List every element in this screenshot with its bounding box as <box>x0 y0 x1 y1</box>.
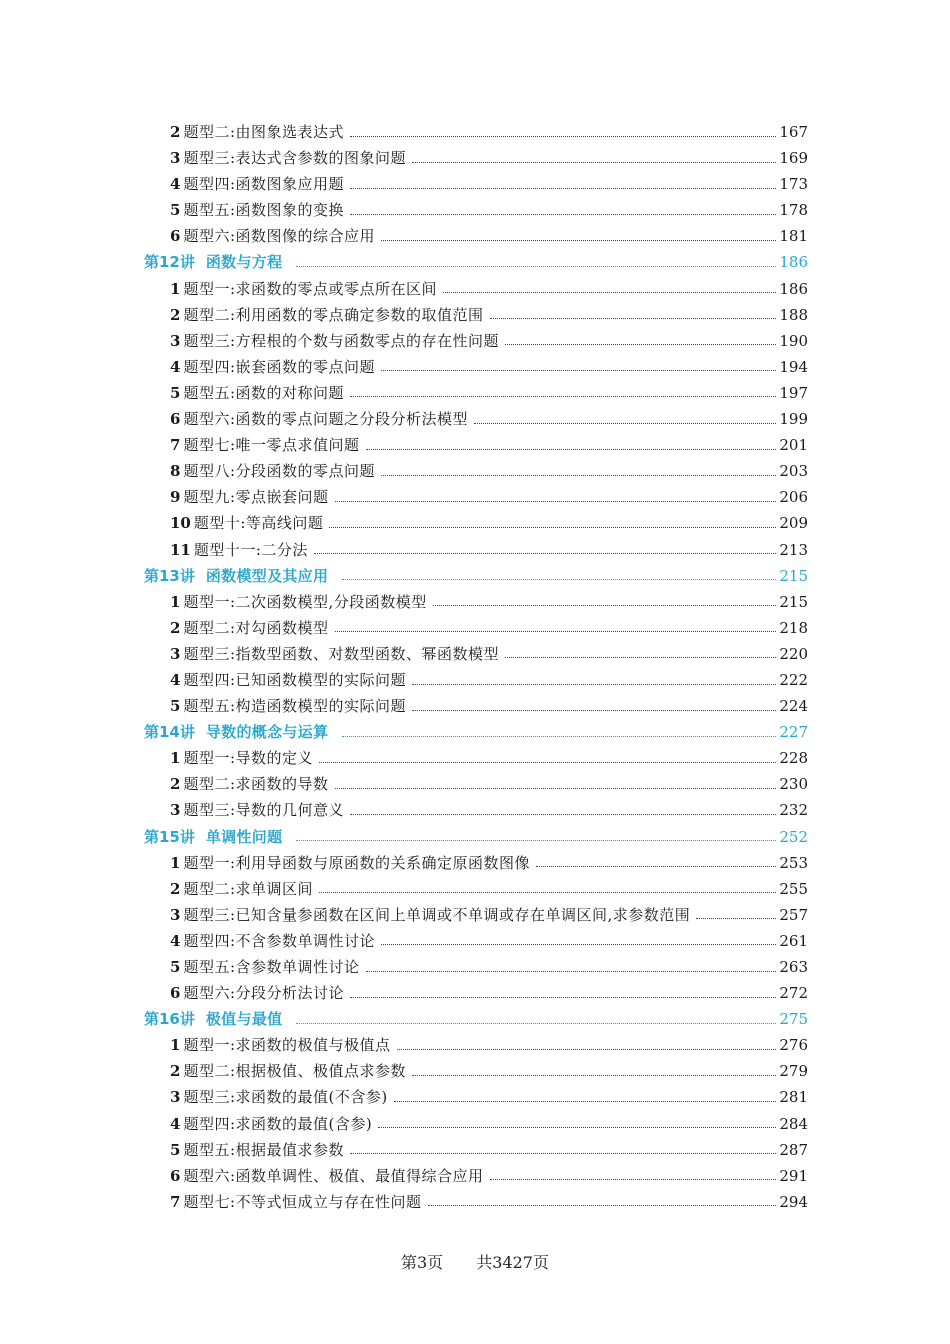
toc-entry-number: 1 <box>170 853 181 872</box>
toc-entry-page: 232 <box>779 801 808 820</box>
dot-leader <box>412 162 776 163</box>
toc-entry[interactable] <box>170 406 808 432</box>
toc-entry-title: 题型一:利用导函数与原函数的关系确定原函数图像 <box>183 853 530 872</box>
toc-entry-number: 2 <box>170 618 181 637</box>
dot-leader <box>412 684 776 685</box>
dot-leader <box>350 997 776 998</box>
toc-entry-title: 题型六:函数的零点问题之分段分析法模型 <box>183 410 468 429</box>
toc-entry[interactable] <box>170 1111 808 1137</box>
toc-entry-page: 201 <box>779 436 808 455</box>
dot-leader <box>314 553 776 554</box>
toc-entry-title: 题型九:零点嵌套问题 <box>183 488 329 507</box>
toc-entry[interactable] <box>170 276 808 302</box>
toc-entry-page: 252 <box>779 827 808 846</box>
toc-entry-title: 题型五:含参数单调性讨论 <box>183 958 360 976</box>
dot-leader <box>443 292 776 293</box>
toc-entry-number: 2 <box>170 305 181 324</box>
dot-leader <box>474 423 776 424</box>
toc-entry[interactable] <box>170 302 808 328</box>
toc-entry-title: 题型二:根据极值、极值点求参数 <box>183 1062 406 1081</box>
toc-chapter[interactable] <box>144 1006 808 1032</box>
toc-entry-page: 291 <box>779 1166 808 1185</box>
toc-entry-page: 279 <box>779 1062 808 1081</box>
toc-entry[interactable] <box>170 328 808 354</box>
toc-entry-page: 186 <box>779 253 808 272</box>
toc-entry-title: 题型一:导数的定义 <box>183 749 313 768</box>
dot-leader <box>319 762 776 763</box>
toc-entry-number: 3 <box>170 801 181 820</box>
toc-entry-title: 题型一:求函数的零点或零点所在区间 <box>183 279 437 298</box>
dot-leader <box>490 318 777 319</box>
toc-entry-page: 230 <box>779 775 808 794</box>
dot-leader <box>381 475 776 476</box>
toc-entry-page: 186 <box>779 279 808 298</box>
toc-entry-page: 227 <box>779 723 808 742</box>
toc-entry-number: 1 <box>170 279 181 298</box>
toc-entry-title: 题型七:唯一零点求值问题 <box>183 436 360 455</box>
toc-entry-title: 题型六:函数图像的综合应用 <box>183 227 375 246</box>
toc-chapter[interactable] <box>144 249 808 275</box>
toc-entry-number: 6 <box>170 1166 181 1185</box>
toc-entry-title: 题型三:已知含量参函数在区间上单调或不单调或存在单调区间,求参数范围 <box>183 905 691 924</box>
toc-entry-title: 题型二:对勾函数模型 <box>183 618 329 637</box>
toc-entry-title: 函数与方程 <box>205 253 283 272</box>
toc-entry-number: 3 <box>170 644 181 663</box>
dot-leader <box>505 657 776 658</box>
toc-entry-page: 228 <box>779 749 808 768</box>
dot-leader <box>350 1153 776 1154</box>
dot-leader <box>381 240 776 241</box>
dot-leader <box>342 736 776 737</box>
toc-entry-page: 167 <box>779 123 808 141</box>
toc-entry[interactable] <box>170 432 808 458</box>
toc-entry-number: 6 <box>170 410 181 429</box>
dot-leader <box>350 396 776 397</box>
toc-entry-page: 188 <box>779 305 808 324</box>
toc-entry-title: 题型五:函数的对称问题 <box>183 383 344 402</box>
toc-entry-title: 函数模型及其应用 <box>205 566 329 585</box>
dot-leader <box>412 1075 776 1076</box>
toc-entry[interactable] <box>170 145 808 171</box>
toc-entry[interactable] <box>170 171 808 197</box>
toc-entry-title: 题型五:根据最值求参数 <box>183 1140 344 1159</box>
toc-entry[interactable] <box>170 484 808 510</box>
toc-entry[interactable] <box>170 876 808 902</box>
toc-entry-title: 题型五:构造函数模型的实际问题 <box>183 697 406 716</box>
toc-entry-page: 213 <box>779 540 808 559</box>
toc-entry-title: 题型三:导数的几何意义 <box>183 801 344 820</box>
toc-entry-page: 209 <box>779 514 808 533</box>
toc-entry-number: 1 <box>170 592 181 611</box>
toc-entry-number: 1 <box>170 1036 181 1055</box>
dot-leader <box>350 814 776 815</box>
dot-leader <box>505 344 776 345</box>
toc-entry-title: 题型三:指数型函数、对数型函数、幂函数模型 <box>183 644 499 663</box>
toc-chapter[interactable] <box>144 824 808 850</box>
toc-entry-title: 题型三:方程根的个数与函数零点的存在性问题 <box>183 331 499 350</box>
dot-leader <box>696 918 776 919</box>
toc-entry[interactable] <box>170 119 808 145</box>
toc-entry[interactable] <box>170 1163 808 1189</box>
dot-leader <box>428 1205 777 1206</box>
dot-leader <box>412 710 776 711</box>
toc-entry-page: 220 <box>779 644 808 663</box>
toc-entry-number: 7 <box>170 1192 181 1211</box>
toc-entry-title: 题型四:已知函数模型的实际问题 <box>183 670 406 689</box>
toc-entry-number: 3 <box>170 149 181 168</box>
dot-leader <box>296 266 776 267</box>
toc-entry-title: 题型二:求函数的导数 <box>183 775 329 794</box>
toc-entry-number: 7 <box>170 436 181 455</box>
toc-entry-page: 281 <box>779 1088 808 1107</box>
toc-entry-title: 导数的概念与运算 <box>205 723 329 742</box>
toc-entry-page: 294 <box>779 1192 808 1211</box>
toc-entry-title: 题型二:利用函数的零点确定参数的取值范围 <box>183 305 484 324</box>
toc-entry[interactable] <box>170 354 808 380</box>
toc-entry-number: 3 <box>170 1088 181 1107</box>
toc-entry-title: 题型十:等高线问题 <box>193 514 324 533</box>
toc-entry-page: 215 <box>779 566 808 585</box>
toc-entry-number: 9 <box>170 488 181 507</box>
toc-entry-number: 3 <box>170 905 181 924</box>
toc-entry-page: 215 <box>779 592 808 611</box>
toc-entry[interactable] <box>170 980 808 1006</box>
toc-entry[interactable] <box>170 380 808 406</box>
toc-entry[interactable] <box>170 1084 808 1110</box>
toc-entry-page: 284 <box>779 1114 808 1133</box>
toc-entry[interactable] <box>170 667 808 693</box>
page-number: 第3页 <box>400 1253 444 1272</box>
toc-entry[interactable] <box>170 615 808 641</box>
toc-entry-title: 题型四:求函数的最值(含参) <box>183 1114 373 1133</box>
dot-leader <box>335 788 777 789</box>
toc-entry-number: 4 <box>170 175 181 194</box>
toc-entry[interactable] <box>170 1032 808 1058</box>
toc-entry-number: 2 <box>170 1062 181 1081</box>
toc-entry-number: 6 <box>170 984 181 1003</box>
toc-entry-number: 5 <box>170 958 181 976</box>
toc-entry-number: 4 <box>170 1114 181 1133</box>
toc-entry[interactable] <box>170 537 808 563</box>
dot-leader <box>381 370 776 371</box>
toc-entry-page: 261 <box>779 931 808 950</box>
table-of-contents <box>0 119 950 1215</box>
toc-entry-number: 5 <box>170 383 181 402</box>
dot-leader <box>296 1023 776 1024</box>
toc-entry[interactable] <box>170 693 808 719</box>
toc-entry[interactable] <box>170 641 808 667</box>
toc-entry[interactable] <box>170 954 808 980</box>
toc-entry-number: 3 <box>170 331 181 350</box>
toc-entry-page: 257 <box>779 905 808 924</box>
toc-entry-number: 5 <box>170 201 181 220</box>
toc-entry[interactable] <box>170 510 808 536</box>
toc-entry-number: 2 <box>170 879 181 898</box>
dot-leader <box>319 892 776 893</box>
toc-entry[interactable] <box>170 928 808 954</box>
total-pages: 共3427页 <box>476 1253 549 1272</box>
toc-chapter[interactable] <box>144 563 808 589</box>
dot-leader <box>536 866 776 867</box>
toc-entry-title: 题型三:表达式含参数的图象问题 <box>183 149 406 168</box>
dot-leader <box>296 840 776 841</box>
toc-entry[interactable] <box>170 197 808 223</box>
page-footer <box>0 1250 950 1273</box>
dot-leader <box>342 579 776 580</box>
dot-leader <box>335 501 777 502</box>
toc-entry-title: 题型五:函数图象的变换 <box>183 201 344 220</box>
toc-entry-page: 263 <box>779 958 808 976</box>
dot-leader <box>366 971 777 972</box>
toc-entry-page: 255 <box>779 879 808 898</box>
toc-entry[interactable] <box>170 589 808 615</box>
toc-entry-number: 11 <box>170 540 191 559</box>
dot-leader <box>350 214 776 215</box>
toc-entry-title: 题型一:二次函数模型,分段函数模型 <box>183 592 427 611</box>
toc-entry-number: 4 <box>170 357 181 376</box>
toc-entry-number: 5 <box>170 1140 181 1159</box>
toc-entry-number: 第16讲 <box>144 1010 195 1029</box>
dot-leader <box>394 1101 777 1102</box>
toc-entry-number: 6 <box>170 227 181 246</box>
toc-entry-page: 206 <box>779 488 808 507</box>
dot-leader <box>378 1127 776 1128</box>
toc-entry-number: 10 <box>170 514 191 533</box>
toc-entry-number: 2 <box>170 775 181 794</box>
toc-entry-page: 253 <box>779 853 808 872</box>
dot-leader <box>329 527 776 528</box>
toc-entry[interactable] <box>170 458 808 484</box>
toc-entry-page: 169 <box>779 149 808 168</box>
toc-entry-page: 218 <box>779 618 808 637</box>
toc-entry[interactable] <box>170 850 808 876</box>
toc-entry-title: 题型四:不含参数单调性讨论 <box>183 931 375 950</box>
toc-entry-title: 题型六:分段分析法讨论 <box>183 984 344 1003</box>
toc-entry-page: 178 <box>779 201 808 220</box>
toc-entry-title: 极值与最值 <box>205 1010 283 1029</box>
toc-entry-title: 题型六:函数单调性、极值、最值得综合应用 <box>183 1166 484 1185</box>
toc-entry[interactable] <box>170 745 808 771</box>
toc-chapter[interactable] <box>144 719 808 745</box>
dot-leader <box>335 631 777 632</box>
toc-entry-page: 287 <box>779 1140 808 1159</box>
toc-entry-number: 4 <box>170 931 181 950</box>
toc-entry-page: 194 <box>779 357 808 376</box>
toc-entry-page: 190 <box>779 331 808 350</box>
toc-entry[interactable] <box>170 1137 808 1163</box>
toc-entry-number: 第13讲 <box>144 566 195 585</box>
toc-entry-number: 1 <box>170 749 181 768</box>
toc-entry[interactable] <box>170 223 808 249</box>
toc-entry-page: 199 <box>779 410 808 429</box>
toc-entry-page: 272 <box>779 984 808 1003</box>
toc-entry-page: 197 <box>779 383 808 402</box>
dot-leader <box>490 1179 777 1180</box>
toc-entry-title: 题型十一:二分法 <box>193 540 308 559</box>
toc-entry-page: 173 <box>779 175 808 194</box>
toc-entry-number: 4 <box>170 670 181 689</box>
toc-entry-title: 题型一:求函数的极值与极值点 <box>183 1036 391 1055</box>
toc-entry-page: 224 <box>779 697 808 716</box>
toc-entry-title: 单调性问题 <box>205 827 283 846</box>
toc-entry-page: 222 <box>779 670 808 689</box>
dot-leader <box>433 605 777 606</box>
toc-entry-title: 题型八:分段函数的零点问题 <box>183 462 375 481</box>
dot-leader <box>366 449 777 450</box>
toc-entry-title: 题型四:嵌套函数的零点问题 <box>183 357 375 376</box>
toc-entry-number: 第12讲 <box>144 253 195 272</box>
toc-entry-number: 5 <box>170 697 181 716</box>
toc-entry-title: 题型七:不等式恒成立与存在性问题 <box>183 1192 422 1211</box>
toc-entry-page: 181 <box>779 227 808 246</box>
toc-entry-title: 题型四:函数图象应用题 <box>183 175 344 194</box>
toc-entry-page: 275 <box>779 1010 808 1029</box>
toc-entry-number: 2 <box>170 123 181 141</box>
dot-leader <box>350 136 776 137</box>
dot-leader <box>350 188 776 189</box>
dot-leader <box>397 1049 777 1050</box>
toc-entry[interactable] <box>170 771 808 797</box>
toc-entry-number: 第15讲 <box>144 827 195 846</box>
dot-leader <box>381 944 776 945</box>
toc-entry-number: 第14讲 <box>144 723 195 742</box>
toc-entry-title: 题型三:求函数的最值(不含参) <box>183 1088 388 1107</box>
toc-entry-title: 题型二:由图象选表达式 <box>183 123 344 141</box>
toc-entry-title: 题型二:求单调区间 <box>183 879 313 898</box>
toc-entry-page: 203 <box>779 462 808 481</box>
toc-entry[interactable] <box>170 1189 808 1215</box>
toc-entry[interactable] <box>170 797 808 823</box>
toc-entry[interactable] <box>170 902 808 928</box>
toc-entry-page: 276 <box>779 1036 808 1055</box>
toc-entry-number: 8 <box>170 462 181 481</box>
toc-entry[interactable] <box>170 1058 808 1084</box>
